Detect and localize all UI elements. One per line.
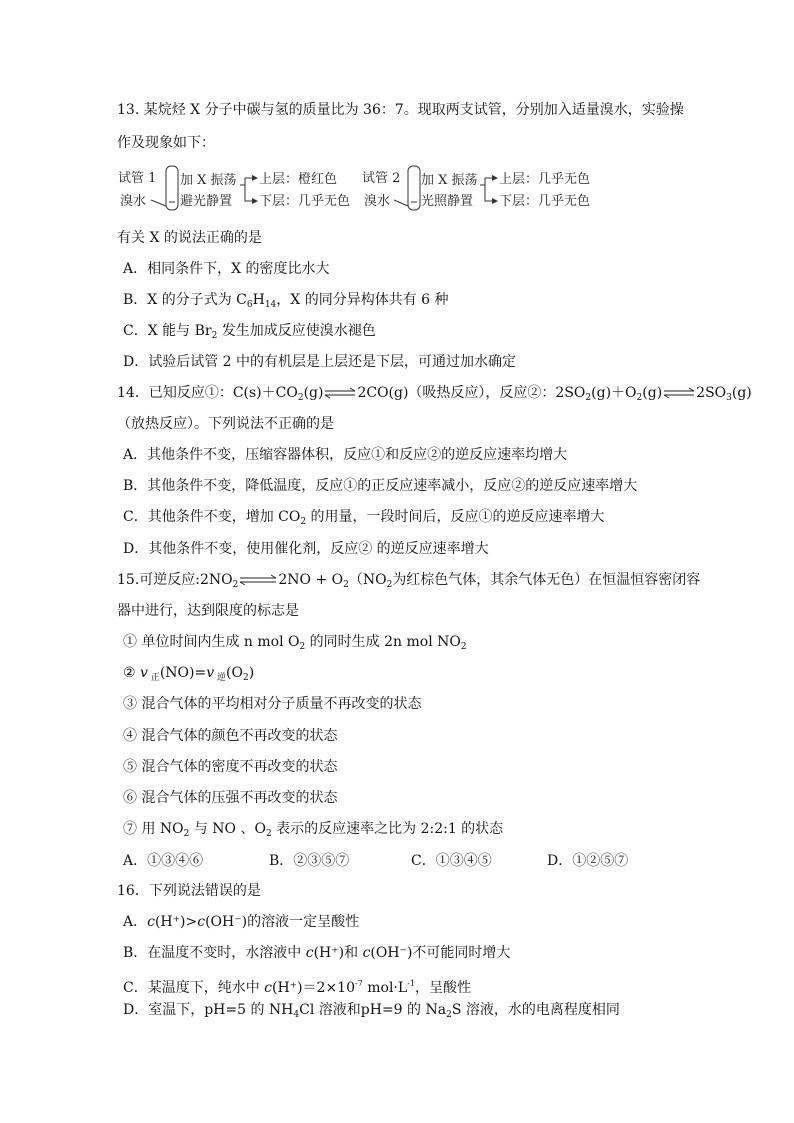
tube2-reagent: 溴水	[364, 194, 391, 209]
tube2-label: 试管 2	[362, 171, 401, 186]
tube2-op1: 加 X 振荡	[421, 173, 478, 188]
q15-choice-a: A．①③④⑥	[123, 853, 204, 869]
equilibrium-arrow-icon	[323, 387, 357, 399]
q16-option-d: D．室温下，pH=5 的 $NH_4Cl$ 溶液和pH=9 的 $Na_2S$ 溶液，水的电离程度相同	[123, 1002, 620, 1020]
q15-choice-c: C．①③④⑤	[411, 853, 492, 869]
q13-option-a: A．相同条件下，X 的密度比水大	[123, 261, 330, 277]
q15-item-1: ① 单位时间内生成 n mol $O_2$ 的同时生成 2n mol $NO_2$	[123, 634, 467, 652]
q13-option-b: B．X 的分子式为 $C_6H_{14}$，X 的同分异构体共有 6 种	[123, 292, 449, 310]
q15-line2: 器中进行，达到限度的标志是	[117, 603, 299, 619]
q16-option-a: A．c(H⁺)>c(OH⁻)的溶液一定呈酸性	[123, 914, 360, 930]
test-tube-2-icon	[408, 166, 420, 210]
test-tube-1-icon	[166, 166, 178, 210]
q16-option-b: B．在温度不变时，水溶液中 c(H⁺)和 c(OH⁻)不可能同时增大	[123, 945, 511, 961]
tube2-op2: 光照静置	[421, 194, 474, 209]
q15-line1: 15.可逆反应$:2NO_2$ $2NO + O_2(NO_2$为红棕色气体，其余气体无色）在恒温恒容密闭容	[117, 572, 701, 590]
tube1-reagent: 溴水	[120, 194, 147, 209]
q14-option-d: D．其他条件不变，使用催化剂，反应② 的逆反应速率增大	[123, 541, 489, 557]
tube1-op2: 避光静置	[180, 194, 233, 209]
q13-experiment-diagram	[118, 164, 598, 214]
q13-option-c: C．X 能与 $Br_2$ 发生加成反应使溴水褪色	[123, 323, 376, 341]
q15-item-4: ④ 混合气体的颜色不再改变的状态	[123, 728, 338, 744]
q15-item-3: ③ 混合气体的平均相对分子质量不再改变的状态	[123, 696, 422, 712]
tube1-op1: 加 X 振荡	[180, 173, 237, 188]
q15-choice-b: B．②③⑤⑦	[269, 853, 350, 869]
q13-option-d: D．试验后试管 2 中的有机层是上层还是下层，可通过加水确定	[123, 354, 517, 370]
q14-line2: （放热反应）。下列说法不正确的是	[117, 416, 334, 432]
q15-item-7: ⑦ 用 $NO_2$ 与 NO 、$O_2$ 表示的反应速率之比为 2:2:1 的状态	[123, 821, 504, 839]
q15-item-2: ② v $_正$(NO)=v $_逆(O_2)$	[123, 665, 255, 683]
equilibrium-arrow-icon	[662, 387, 696, 399]
q14-option-a: A．其他条件不变，压缩容器体积，反应①和反应②的逆反应速率均增大	[123, 447, 568, 463]
q15-choices	[123, 850, 629, 870]
q15-item-5: ⑤ 混合气体的密度不再改变的状态	[123, 759, 338, 775]
q14-option-c: C．其他条件不变，增加 $CO_2$ 的用量，一段时间后，反应①的逆反应速率增大	[123, 509, 605, 527]
q13-stem: 有关 X 的说法正确的是	[117, 230, 262, 246]
q15-choice-d: D．①②⑤⑦	[547, 853, 629, 869]
q14-line1: 14．已知反应①：$C(s)+CO_2(g)$ 2CO(g)（吸热反应），反应②：$2SO_2(g)+O_2(g)$ $2SO_3(g)$	[117, 385, 752, 403]
equilibrium-arrow-icon	[238, 574, 278, 586]
q16-stem: 16．下列说法错误的是	[117, 883, 261, 899]
q16-option-c: C．某温度下，纯水中 $c(H^+)=2\times 10^{-7}$ $mol\cdot L^{-1}$，呈酸性	[123, 979, 471, 996]
q13-line1: 13. 某烷烃 X 分子中碳与氢的质量比为 36：7。现取两支试管，分别加入适量溴水，实验操	[117, 102, 684, 118]
tube1-label: 试管 1	[118, 171, 157, 186]
tube2-lower: 下层：几乎无色	[499, 194, 591, 209]
q14-option-b: B．其他条件不变，降低温度，反应①的正反应速率减小，反应②的逆反应速率增大	[123, 478, 638, 494]
q15-item-6: ⑥ 混合气体的压强不再改变的状态	[123, 790, 338, 806]
tube2-upper: 上层：几乎无色	[499, 172, 591, 187]
tube1-lower: 下层：几乎无色	[259, 194, 351, 209]
tube1-upper: 上层：橙红色	[259, 172, 338, 187]
q13-line2: 作及现象如下：	[117, 135, 215, 151]
